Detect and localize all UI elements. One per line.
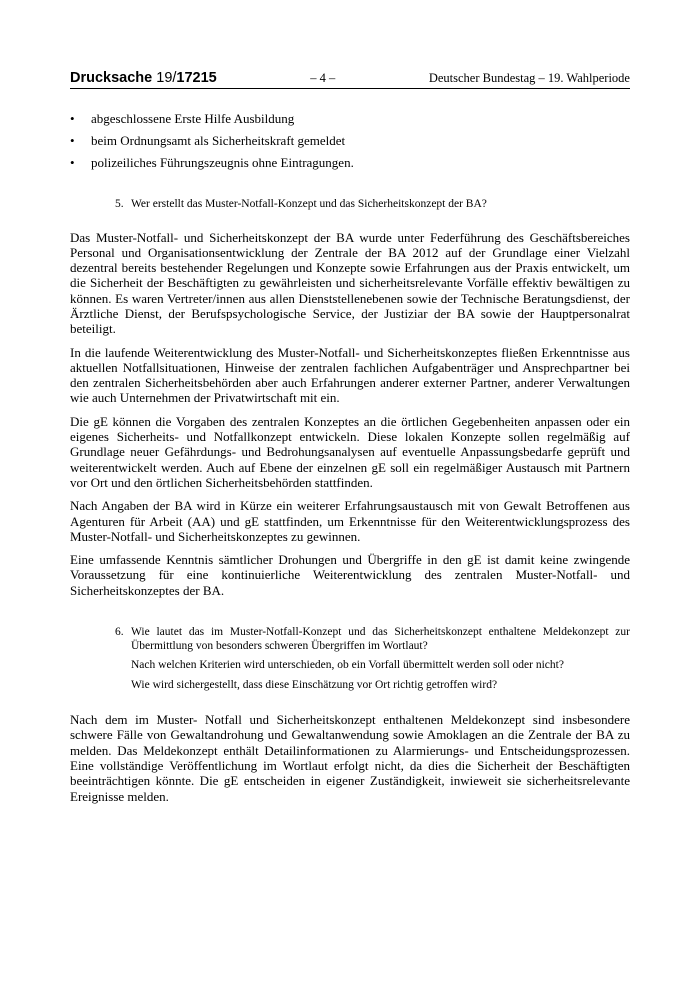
answer-paragraph: In die laufende Weiterentwicklung des Muster-Notfall- und Sicherheitskonzeptes fließen Erkenntnisse aus aktuellen Notfallsituationen, Hinweise der zentralen fachlichen Aufgabenträger und Ansprechpartner bei den zentralen Sicherheitsbehörden aber auch Erfahrungen anderer externer Partner, anderer Verwaltungen wie auch Unternehmen der Privatwirtschaft mit ein. [70,344,630,406]
doc-number-prefix: 19/ [156,70,177,86]
answer-5 [70,230,630,599]
answer-paragraph: Nach Angaben der BA wird in Kürze ein weiterer Erfahrungsaustausch mit von Gewalt Betroffenen aus Agenturen für Arbeit (AA) und gE stattfinden, um Erkenntnisse für den Weiterentwicklungsprozess des Muster-Notfall- und Sicherheitskonzeptes zu gewinnen. [70,498,630,544]
bullet-list [70,111,630,170]
document-number [70,70,217,86]
list-item [70,111,630,126]
question-subtext: Nach welchen Kriterien wird unterschieden, ob ein Vorfall übermittelt werden soll oder nicht? [131,659,564,672]
list-item-text: polizeiliches Führungszeugnis ohne Eintragungen. [91,155,354,170]
list-item [70,133,630,148]
answer-6 [70,712,630,804]
page-header [70,70,630,89]
question-subtext: Wie wird sichergestellt, dass diese Einschätzung vor Ort richtig getroffen wird? [131,678,498,691]
question-text: Wie lautet das im Muster-Notfall-Konzept und das Sicherheitskonzept enthaltene Meldekonzept zur Übermittlung von besonders schweren Übergriffen im Wortlaut? [131,626,630,652]
bullet-icon: • [70,155,75,170]
question-text: Wer erstellt das Muster-Notfall-Konzept und das Sicherheitskonzept der BA? [131,198,487,210]
doc-number [156,70,217,86]
page-number: – 4 – [310,71,336,85]
question-6 [115,626,630,692]
doc-label: Drucksache [70,70,153,86]
answer-paragraph: Nach dem im Muster- Notfall und Sicherheitskonzept enthaltenen Meldekonzept sind insbesondere schwere Fälle von Gewaltandrohung und Gewaltanwendung sowie Amoklagen an die Zentrale der BA zu melden. Das Meldekonzept enthält Detailinformationen zu Alarmierungs- und Entscheidungsprozessen. Eine vollständige Veröffentlichung im Wortlaut erfolgt nicht, da dies die Sicherheit der Beschäftigten beeinträchtigen könnte. Die gE entscheiden in eigener Zuständigkeit, inwieweit sie sicherheitsrelevante Ereignisse melden. [70,712,630,804]
list-item-text: beim Ordnungsamt als Sicherheitskraft gemeldet [91,133,346,148]
answer-paragraph: Die gE können die Vorgaben des zentralen Konzeptes an die örtlichen Gegebenheiten anpassen oder ein eigenes Sicherheits- und Notfallkonzept entwickeln. Diese lokalen Konzepte sollen regelmäßig auf Grundlage neuer Gefährdungs- und Bedrohungsanalysen auf eventuelle Anpassungsbedarfe geprüft und weiterentwickelt werden. Auch auf Ebene der einzelnen gE soll ein regelmäßiger Austausch mit Partnern vor Ort und den örtlichen Sicherheitsbehörden stattfinden. [70,413,630,490]
question-5 [115,198,630,212]
bullet-icon: • [70,111,75,126]
question-number: 6. [115,626,124,639]
document-page [70,70,630,812]
bullet-icon: • [70,133,75,148]
answer-paragraph: Eine umfassende Kenntnis sämtlicher Drohungen und Übergriffe in den gE ist damit keine zwingende Voraussetzung für eine kontinuierliche Weiterentwicklung des zentralen Muster-Notfall- und Sicherheitskonzeptes der BA. [70,552,630,598]
publication-source: Deutscher Bundestag – 19. Wahlperiode [428,71,630,85]
list-item [70,155,630,170]
doc-number-main: 17215 [176,70,217,86]
question-number: 5. [115,198,124,210]
list-item-text: abgeschlossene Erste Hilfe Ausbildung [91,111,295,126]
answer-paragraph: Das Muster-Notfall- und Sicherheitskonzept der BA wurde unter Federführung des Geschäftsbereiches Personal und Organisationsentwicklung der Zentrale der BA 2012 auf der Grundlage einer Vielzahl dezentral bereits bestehender Regelungen und Konzepte sowie Erfahrungen aus der Praxis entwickelt, um die Sicherheit der Beschäftigten zu gewährleisten und sicherheitsrelevante Vorfälle effektiv bewältigen zu können. Es waren Vertreter/innen aus allen Dienststellenebenen sowie der Technische Beratungsdienst, der Ärztliche Dienst, der Berufspsychologische Service, der Justiziar der BA sowie der Hauptpersonalrat beteiligt. [70,229,630,337]
